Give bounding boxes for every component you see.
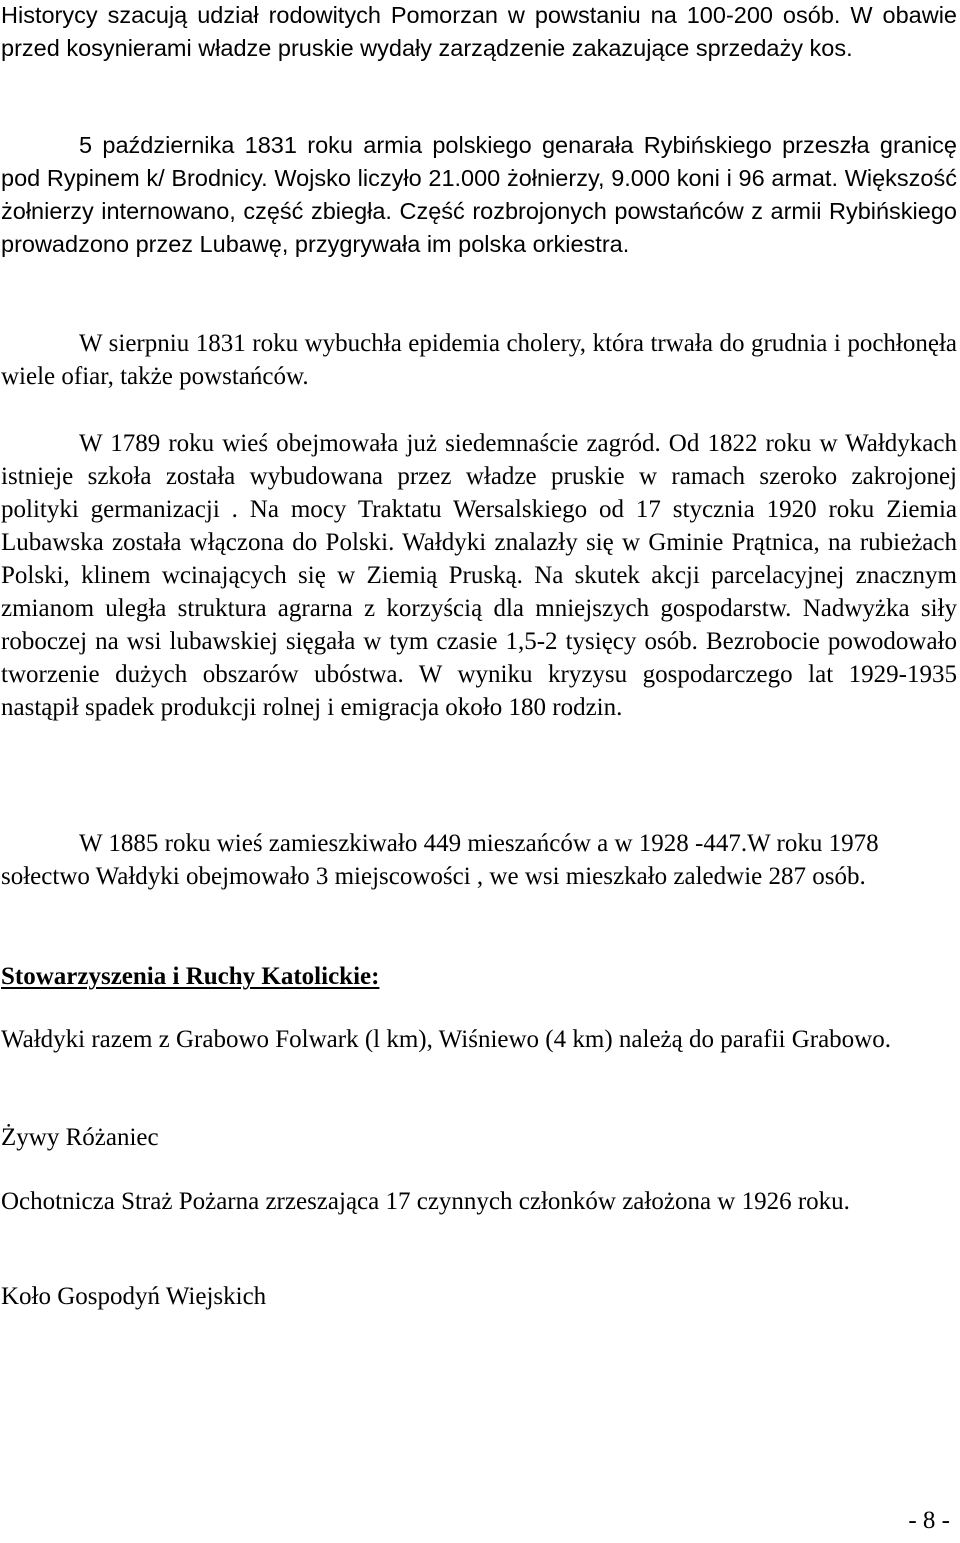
section-heading-associations: Stowarzyszenia i Ruchy Katolickie: <box>1 963 380 990</box>
paragraph-living-rosary: Żywy Różaniec <box>1 1124 159 1151</box>
paragraph-population: W 1885 roku wieś zamieszkiwało 449 mieszańców a w 1928 -447.W roku 1978 sołectwo Wałdyki obejmowało 3 miejscowości , we wsi mieszkało zaledwie 287 osób. <box>1 830 879 890</box>
paragraph-fire-brigade: Ochotnicza Straż Pożarna zrzeszająca 17 czynnych członków założona w 1926 roku. <box>1 1188 850 1215</box>
page-number: - 8 - <box>908 1507 950 1534</box>
paragraph-uprising-participation: Historycy szacują udział rodowitych Pomorzan w powstaniu na 100-200 osób. W obawie przed kosynierami władze pruskie wydały zarządzenie zakazujące sprzedaży kos. <box>1 2 957 61</box>
paragraph-rybinski-army: 5 października 1831 roku armia polskiego genarała Rybińskiego przeszła granicę pod Rypinem k/ Brodnicy. Wojsko liczyło 21.000 żołnierzy, 9.000 koni i 96 armat. Większość żołnierzy internowano, część zbiegła. Część rozbrojonych powstańców z armii Rybińskiego prowadzono przez Lubawę, przygrywała im polska orkiestra. <box>1 132 957 257</box>
paragraph-parish: Wałdyki razem z Grabowo Folwark (l km), Wiśniewo (4 km) należą do parafii Grabowo. <box>1 1026 891 1053</box>
paragraph-cholera-epidemic: W sierpniu 1831 roku wybuchła epidemia cholery, która trwała do grudnia i pochłonęła wiele ofiar, także powstańców. <box>1 330 957 390</box>
paragraph-village-history: W 1789 roku wieś obejmowała już siedemnaście zagród. Od 1822 roku w Wałdykach istnieje szkoła została wybudowana przez władze pruskie w ramach szeroko zakrojonej polityki germanizacji . Na mocy Traktatu Wersalskiego od 17 stycznia 1920 roku Ziemia Lubawska została włączona do Polski. Wałdyki znalazły się w Gminie Prątnica, na rubieżach Polski, klinem wcinających się w Ziemią Pruską. Na skutek akcji parcelacyjnej znacznym zmianom uległa struktura agrarna z korzyścią dla mniejszych gospodarstw. Nadwyżka siły roboczej na wsi lubawskiej sięgała w tym czasie 1,5-2 tysięcy osób. Bezrobocie powodowało tworzenie dużych obszarów ubóstwa. W wyniku kryzysu gospodarczego lat 1929-1935 nastąpił spadek produkcji rolnej i emigracja około 180 rodzin. <box>1 430 957 721</box>
paragraph-housewives-circle: Koło Gospodyń Wiejskich <box>1 1283 267 1310</box>
